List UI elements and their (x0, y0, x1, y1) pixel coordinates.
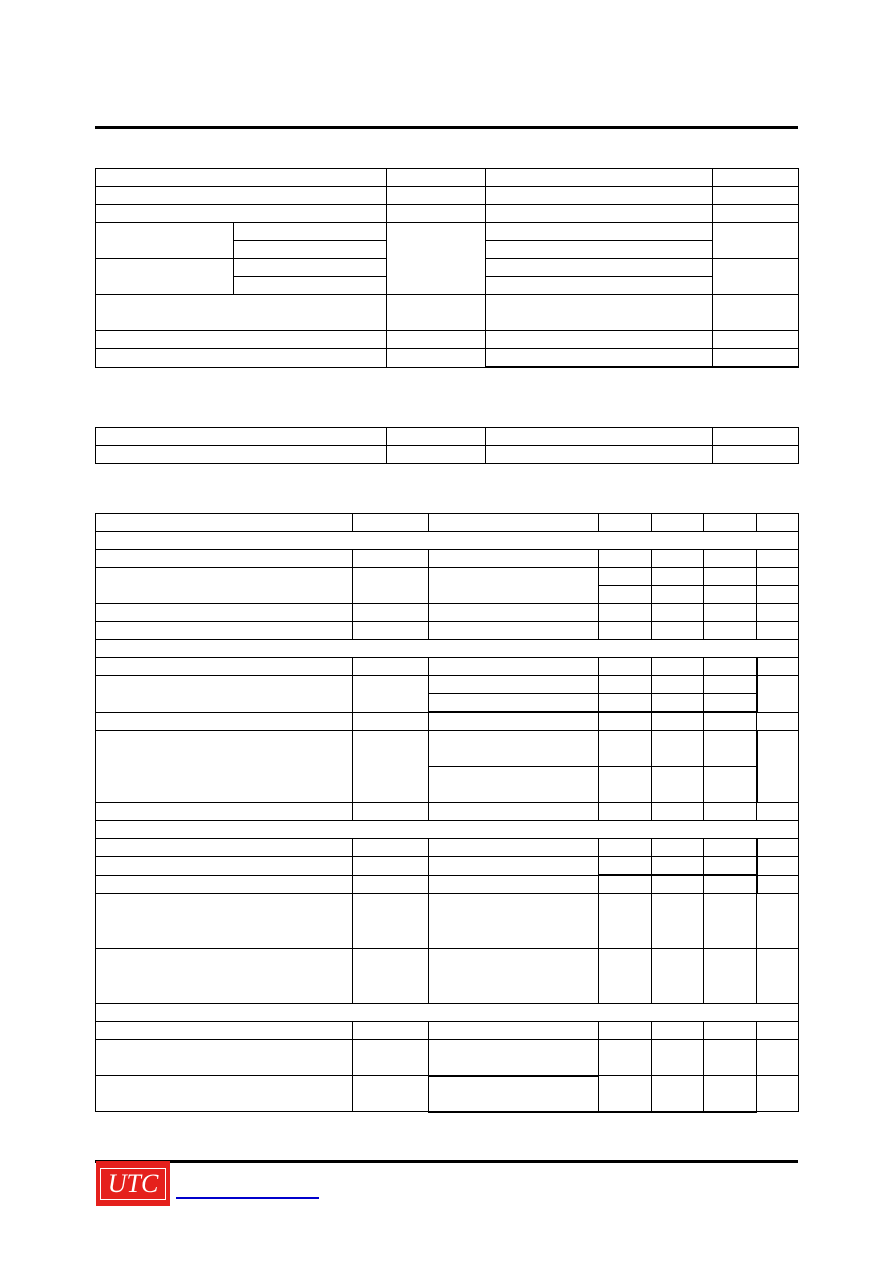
table-row (96, 658, 799, 676)
table-row (96, 187, 799, 205)
table-row (96, 676, 799, 694)
table-row (96, 894, 799, 949)
section-row (96, 532, 799, 550)
section-row (96, 821, 799, 839)
table-row (96, 712, 799, 731)
table-row (96, 1076, 799, 1112)
table-row (96, 731, 799, 767)
table-row (96, 446, 799, 464)
table-row (96, 349, 799, 368)
table-row (96, 223, 799, 241)
abs-max-ratings-table (95, 168, 799, 368)
section-row (96, 1004, 799, 1022)
table-row (96, 949, 799, 1004)
table-row (96, 568, 799, 586)
table-row (96, 857, 799, 876)
table-row (96, 428, 799, 446)
table-row (96, 803, 799, 821)
table-row (96, 205, 799, 223)
thermal-data-table (95, 427, 799, 464)
table-row (96, 875, 799, 894)
table-row (96, 169, 799, 187)
header-rule (95, 126, 798, 129)
electrical-characteristics-table (95, 513, 799, 1113)
utc-logo (96, 1161, 170, 1206)
footer-link[interactable] (176, 1197, 319, 1199)
table-row (96, 604, 799, 622)
table-row (96, 550, 799, 568)
table-row (96, 331, 799, 349)
table-row (96, 295, 799, 331)
table-row (96, 514, 799, 532)
footer-rule (95, 1160, 798, 1163)
table-row (96, 839, 799, 857)
section-row (96, 640, 799, 658)
table-row (96, 1040, 799, 1076)
utc-logo-text: UTC (100, 1168, 166, 1200)
table-row (96, 1022, 799, 1040)
table-row (96, 622, 799, 640)
